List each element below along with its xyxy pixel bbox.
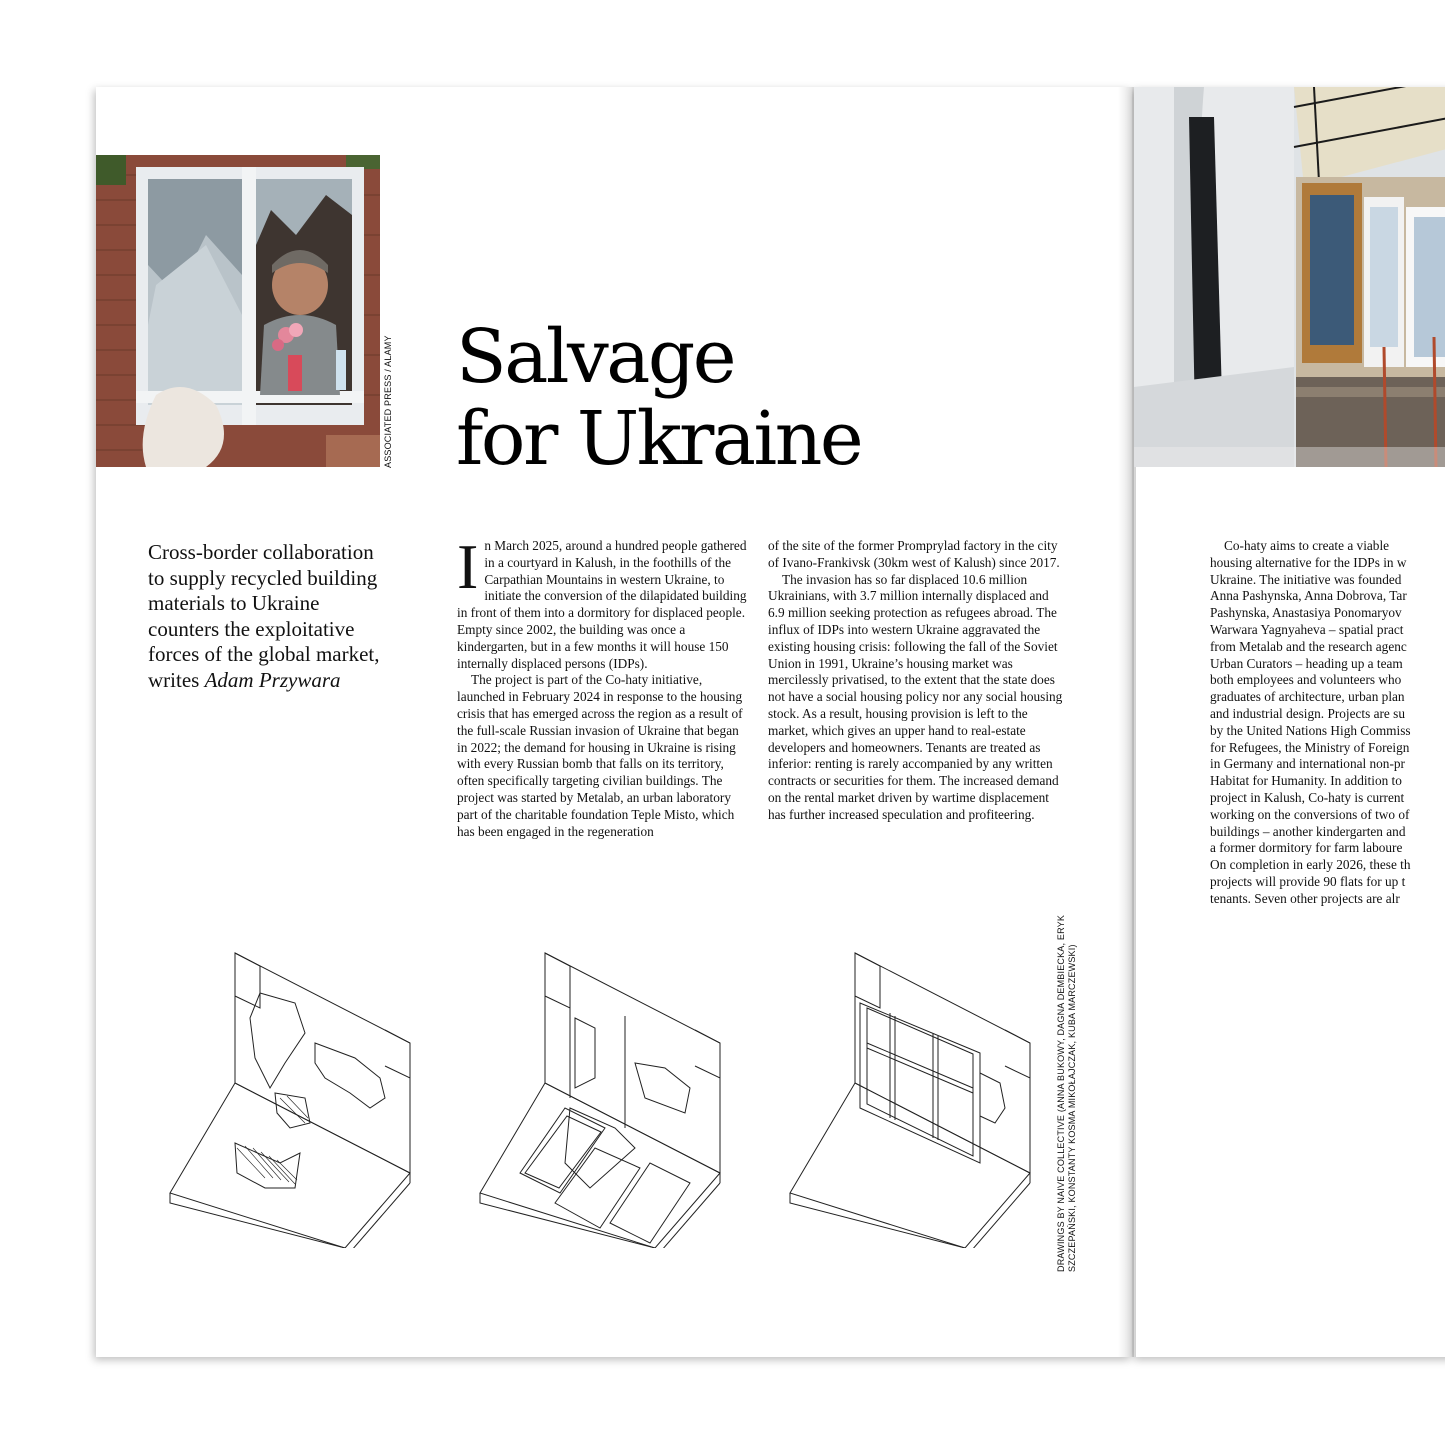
drawings-credit-line-2: SZCZEPAŃSKI, KONSTANTY KOSMA MIKOŁAJCZAK, KUBA MARCZEWSKI): [1067, 944, 1077, 1272]
col3-line: and industrial design. Projects are su: [1210, 705, 1405, 721]
col2-paragraph-2: The invasion has so far displaced 10.6 million Ukrainians, with 3.7 million internally displaced and 6.9 million seeking protection as refugees abroad. The influx of IDPs into western Ukraine aggravated the existing housing crisis: following the fall of the Soviet Union in 1991, Ukraine’s housing market was mercilessly privatised, to the extent that the state does not have a social housing policy nor any social housing stock. As a result, housing provision is left to the market, which gives an upper hand to real-estate developers and homeowners. Tenants are treated as inferior: renting is rarely accompanied by any written contracts or securities for them. The increased demand on the rental market driven by wartime displacement has further increased speculation and profiteering.: [768, 571, 1063, 822]
article-title: [456, 316, 861, 480]
col1-paragraph-2: The project is part of the Co-haty initiative, launched in February 2024 in response to the housing crisis that has emerged across the region as a result of the full-scale Russian invasion of Ukraine that began in 2022; the demand for housing in Ukraine is rising with every Russian bomb that falls on its territory, often specifically targeting civilian buildings. The project was started by Metalab, an urban laboratory part of the charitable foundation Teple Misto, which has been engaged in the regeneration: [457, 672, 743, 839]
col3-line: working on the conversions of two of: [1210, 806, 1410, 822]
truck-windows-photo: [1134, 87, 1445, 467]
col3-line: in Germany and international non-pr: [1210, 756, 1405, 772]
standfirst: [148, 540, 393, 693]
col1-paragraph-1: n March 2025, around a hundred people gathered in a courtyard in Kalush, in the foothills of the Carpathian Mountains in western Ukraine, to initiate the conversion of the dilapidated building in front of them into a dormitory for displaced people. Empty since 2002, the building was once a kindergarten, but in a few months it will house 150 internally displaced persons (IDPs).: [457, 538, 747, 671]
drawings-credit-line-1: DRAWINGS BY NAIVE COLLECTIVE (ANNA BUKOWY, DAGNA DEMBIECKA, ERYK: [1056, 914, 1066, 1272]
col3-line: projects will provide 90 flats for up t: [1210, 873, 1406, 889]
col3-line: graduates of architecture, urban plan: [1210, 689, 1405, 705]
col3-line: Habitat for Humanity. In addition to: [1210, 773, 1402, 789]
col2-paragraph-1: of the site of the former Promprylad factory in the city of Ivano-Frankivsk (30km west of Kalush) since 2017.: [768, 538, 1060, 570]
body-column-2: [768, 538, 1064, 824]
col3-line: Ukraine. The initiative was founded: [1210, 571, 1402, 587]
body-column-1: [457, 531, 749, 840]
col3-line: Anna Pashynska, Anna Dobrova, Tar: [1210, 588, 1407, 604]
col3-line: Co-haty aims to create a viable: [1224, 538, 1390, 553]
standfirst-text: Cross-border collaboration to supply recycled building materials to Ukraine counters the exploitative forces of the global market, writes: [148, 540, 380, 692]
col3-line: tenants. Seven other projects are alr: [1210, 890, 1400, 906]
col3-line: Urban Curators – heading up a team: [1210, 655, 1403, 671]
drop-cap: I: [457, 531, 479, 602]
col3-line: a former dormitory for farm laboure: [1210, 840, 1403, 856]
title-line-2: for Ukraine: [456, 396, 862, 482]
col3-line: On completion in early 2026, these th: [1210, 857, 1411, 873]
author-name: Adam Przywara: [204, 667, 341, 692]
col3-line: project in Kalush, Co-haty is current: [1210, 789, 1405, 805]
drawings-credit: [1056, 915, 1078, 1272]
left-photo-credit: ASSOCIATED PRESS / ALAMY: [383, 335, 393, 468]
col3-line: buildings – another kindergarten and: [1210, 823, 1406, 839]
title-line-1: Salvage: [456, 314, 735, 400]
col3-line: from Metalab and the research agenc: [1210, 638, 1407, 654]
col3-line: Warwara Yagnyaheva – spatial pract: [1210, 621, 1404, 637]
body-column-3: [1210, 538, 1445, 908]
broken-window-photo: [96, 155, 380, 467]
col3-line: Pashynska, Anastasiya Ponomaryov: [1210, 605, 1402, 621]
col3-line: both employees and volunteers who: [1210, 672, 1402, 688]
col3-line: for Refugees, the Ministry of Foreign: [1210, 739, 1410, 755]
col3-line: housing alternative for the IDPs in w: [1210, 554, 1407, 570]
isometric-drawing-1: [165, 948, 420, 1248]
isometric-drawing-3: [785, 948, 1040, 1248]
col3-line: by the United Nations High Commiss: [1210, 722, 1411, 738]
isometric-drawing-2: [475, 948, 730, 1248]
